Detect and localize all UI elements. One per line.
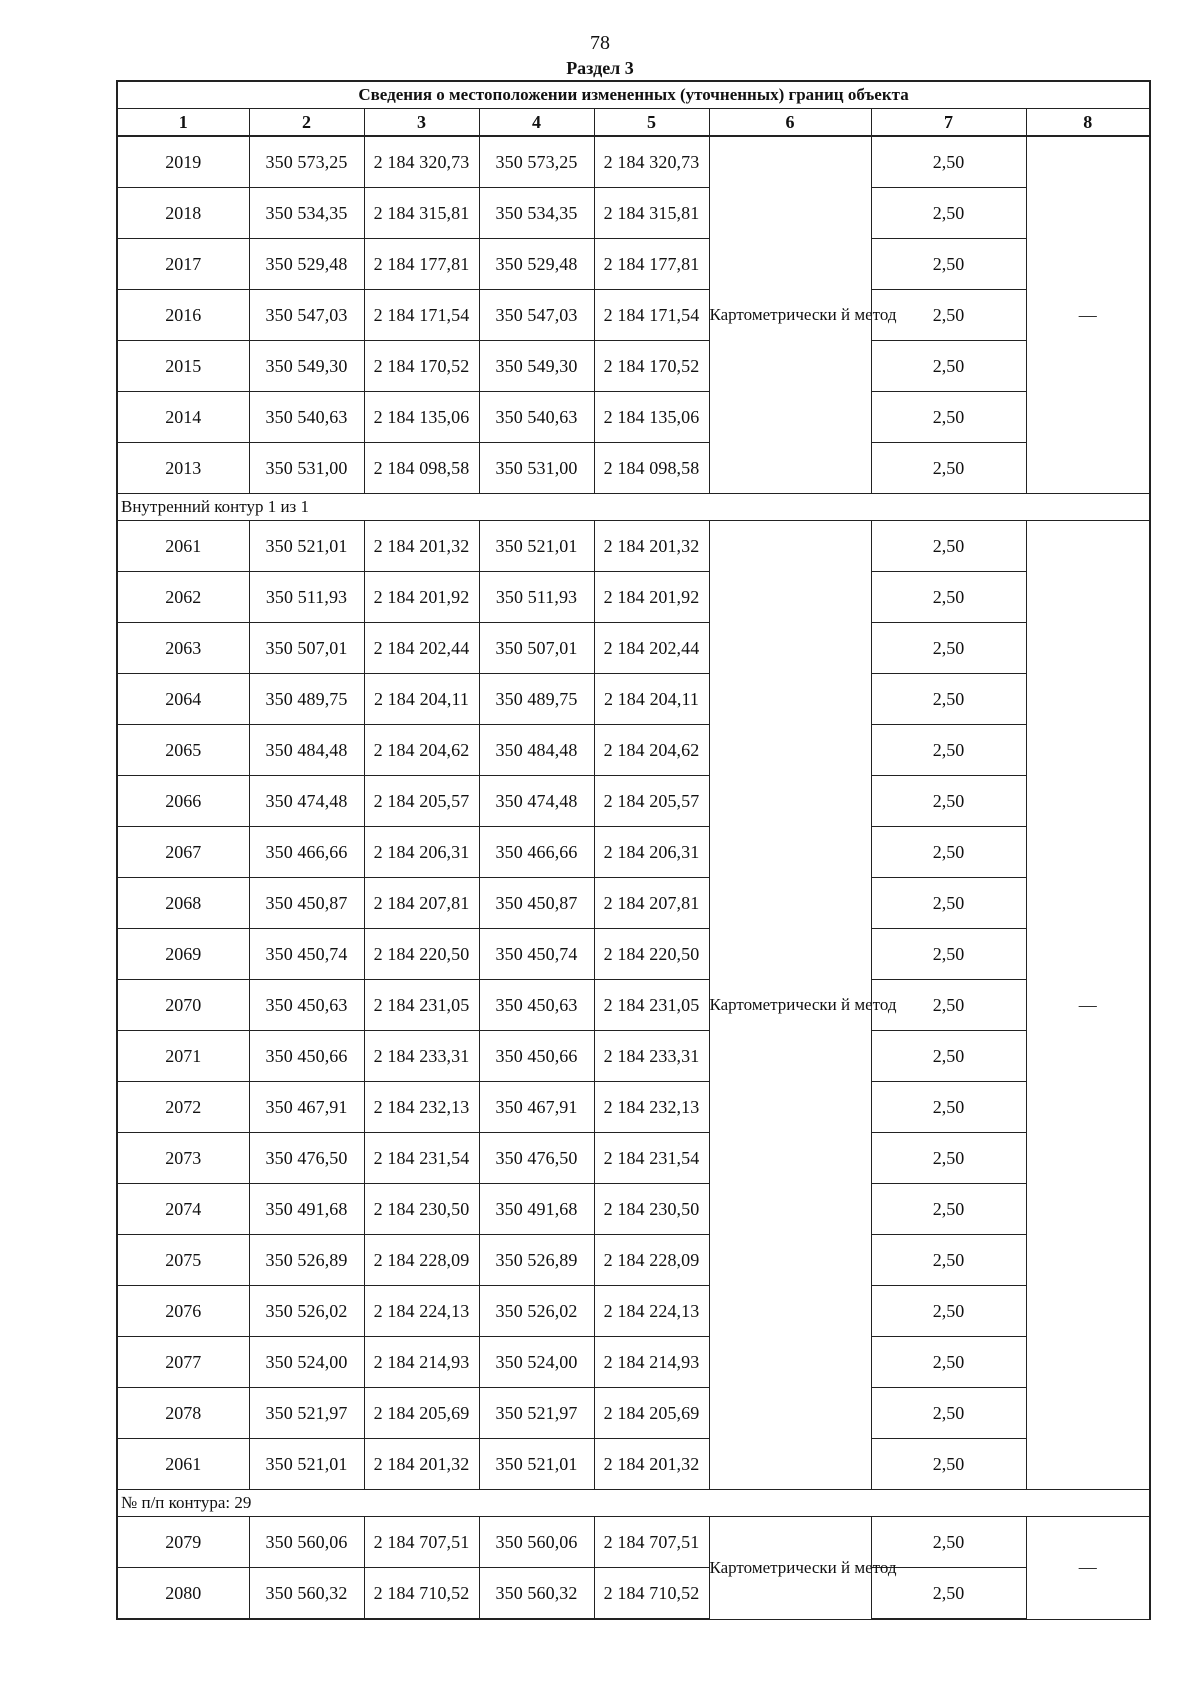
table-body [117,81,1150,1619]
column-header-row [117,109,1150,137]
existing-x-cell: 350 526,89 [249,1235,364,1286]
existing-x-cell: 350 467,91 [249,1082,364,1133]
refined-y-cell: 2 184 204,62 [594,725,709,776]
existing-x-cell: 350 521,01 [249,521,364,572]
refined-x-cell: 350 521,97 [479,1388,594,1439]
refined-x-cell: 350 573,25 [479,136,594,188]
table-row [117,725,1150,776]
refined-y-cell: 2 184 228,09 [594,1235,709,1286]
table-row [117,443,1150,494]
table-row [117,136,1150,188]
refined-y-cell: 2 184 710,52 [594,1568,709,1620]
point-number-cell: 2062 [117,572,249,623]
accuracy-cell: 2,50 [871,1517,1026,1568]
accuracy-cell: 2,50 [871,1337,1026,1388]
accuracy-cell: 2,50 [871,392,1026,443]
refined-y-cell: 2 184 232,13 [594,1082,709,1133]
point-number-cell: 2061 [117,1439,249,1490]
existing-x-cell: 350 491,68 [249,1184,364,1235]
existing-y-cell: 2 184 177,81 [364,239,479,290]
refined-y-cell: 2 184 220,50 [594,929,709,980]
point-number-cell: 2017 [117,239,249,290]
point-number-cell: 2070 [117,980,249,1031]
accuracy-cell: 2,50 [871,980,1026,1031]
table-row [117,1133,1150,1184]
table-row [117,1235,1150,1286]
refined-x-cell: 350 450,66 [479,1031,594,1082]
refined-x-cell: 350 450,63 [479,980,594,1031]
refined-y-cell: 2 184 230,50 [594,1184,709,1235]
refined-y-cell: 2 184 207,81 [594,878,709,929]
note-cell: — [1026,136,1150,494]
table-row [117,878,1150,929]
point-number-cell: 2061 [117,521,249,572]
table-row [117,776,1150,827]
point-number-cell: 2072 [117,1082,249,1133]
table-title: Сведения о местоположении измененных (уточненных) границ объекта [117,81,1150,109]
refined-x-cell: 350 450,74 [479,929,594,980]
refined-y-cell: 2 184 206,31 [594,827,709,878]
contour-label: № п/п контура: 29 [117,1490,1150,1517]
refined-x-cell: 350 526,89 [479,1235,594,1286]
refined-x-cell: 350 507,01 [479,623,594,674]
refined-x-cell: 350 484,48 [479,725,594,776]
existing-y-cell: 2 184 232,13 [364,1082,479,1133]
point-number-cell: 2065 [117,725,249,776]
refined-x-cell: 350 560,32 [479,1568,594,1620]
point-number-cell: 2068 [117,878,249,929]
existing-x-cell: 350 526,02 [249,1286,364,1337]
method-cell: Картометрически й метод [709,1517,871,1620]
existing-y-cell: 2 184 205,57 [364,776,479,827]
existing-y-cell: 2 184 207,81 [364,878,479,929]
existing-y-cell: 2 184 220,50 [364,929,479,980]
table-row [117,392,1150,443]
note-cell: — [1026,521,1150,1490]
existing-y-cell: 2 184 204,11 [364,674,479,725]
refined-x-cell: 350 526,02 [479,1286,594,1337]
table-row [117,1337,1150,1388]
refined-x-cell: 350 466,66 [479,827,594,878]
table-row [117,290,1150,341]
table-row [117,980,1150,1031]
column-header: 5 [594,109,709,137]
contour-label-row [117,1490,1150,1517]
accuracy-cell: 2,50 [871,239,1026,290]
refined-x-cell: 350 531,00 [479,443,594,494]
accuracy-cell: 2,50 [871,341,1026,392]
existing-x-cell: 350 521,01 [249,1439,364,1490]
accuracy-cell: 2,50 [871,1568,1026,1620]
point-number-cell: 2016 [117,290,249,341]
existing-x-cell: 350 489,75 [249,674,364,725]
table-row [117,827,1150,878]
refined-y-cell: 2 184 201,32 [594,1439,709,1490]
table-row [117,623,1150,674]
existing-y-cell: 2 184 231,54 [364,1133,479,1184]
existing-y-cell: 2 184 214,93 [364,1337,479,1388]
refined-y-cell: 2 184 098,58 [594,443,709,494]
refined-x-cell: 350 549,30 [479,341,594,392]
point-number-cell: 2063 [117,623,249,674]
existing-x-cell: 350 560,06 [249,1517,364,1568]
table-row [117,341,1150,392]
refined-y-cell: 2 184 320,73 [594,136,709,188]
existing-x-cell: 350 474,48 [249,776,364,827]
boundary-coordinates-table [116,80,1151,1620]
point-number-cell: 2079 [117,1517,249,1568]
existing-x-cell: 350 531,00 [249,443,364,494]
existing-y-cell: 2 184 201,92 [364,572,479,623]
accuracy-cell: 2,50 [871,929,1026,980]
existing-x-cell: 350 549,30 [249,341,364,392]
existing-x-cell: 350 466,66 [249,827,364,878]
accuracy-cell: 2,50 [871,1184,1026,1235]
existing-x-cell: 350 450,87 [249,878,364,929]
accuracy-cell: 2,50 [871,136,1026,188]
point-number-cell: 2076 [117,1286,249,1337]
existing-x-cell: 350 450,66 [249,1031,364,1082]
refined-x-cell: 350 476,50 [479,1133,594,1184]
refined-y-cell: 2 184 231,05 [594,980,709,1031]
existing-y-cell: 2 184 201,32 [364,521,479,572]
refined-y-cell: 2 184 231,54 [594,1133,709,1184]
existing-x-cell: 350 450,74 [249,929,364,980]
table-row [117,1184,1150,1235]
refined-y-cell: 2 184 214,93 [594,1337,709,1388]
accuracy-cell: 2,50 [871,1082,1026,1133]
accuracy-cell: 2,50 [871,1133,1026,1184]
column-header: 7 [871,109,1026,137]
accuracy-cell: 2,50 [871,290,1026,341]
refined-x-cell: 350 521,01 [479,521,594,572]
existing-y-cell: 2 184 098,58 [364,443,479,494]
page-number: 78 [590,32,610,54]
refined-x-cell: 350 560,06 [479,1517,594,1568]
existing-y-cell: 2 184 171,54 [364,290,479,341]
table-row [117,1031,1150,1082]
table-row [117,1517,1150,1568]
refined-x-cell: 350 450,87 [479,878,594,929]
existing-y-cell: 2 184 230,50 [364,1184,479,1235]
contour-label: Внутренний контур 1 из 1 [117,494,1150,521]
existing-x-cell: 350 573,25 [249,136,364,188]
refined-y-cell: 2 184 135,06 [594,392,709,443]
point-number-cell: 2077 [117,1337,249,1388]
existing-x-cell: 350 476,50 [249,1133,364,1184]
accuracy-cell: 2,50 [871,776,1026,827]
refined-x-cell: 350 474,48 [479,776,594,827]
accuracy-cell: 2,50 [871,1439,1026,1490]
point-number-cell: 2014 [117,392,249,443]
existing-x-cell: 350 560,32 [249,1568,364,1620]
existing-x-cell: 350 529,48 [249,239,364,290]
point-number-cell: 2064 [117,674,249,725]
table-row [117,521,1150,572]
note-cell: — [1026,1517,1150,1620]
existing-y-cell: 2 184 204,62 [364,725,479,776]
column-header: 4 [479,109,594,137]
existing-x-cell: 350 450,63 [249,980,364,1031]
point-number-cell: 2078 [117,1388,249,1439]
section-label: Раздел 3 [566,58,634,78]
point-number-cell: 2066 [117,776,249,827]
refined-y-cell: 2 184 201,32 [594,521,709,572]
method-cell: Картометрически й метод [709,521,871,1490]
table-row [117,1388,1150,1439]
existing-x-cell: 350 484,48 [249,725,364,776]
table-row [117,239,1150,290]
existing-y-cell: 2 184 710,52 [364,1568,479,1620]
existing-y-cell: 2 184 205,69 [364,1388,479,1439]
existing-y-cell: 2 184 201,32 [364,1439,479,1490]
point-number-cell: 2019 [117,136,249,188]
point-number-cell: 2018 [117,188,249,239]
refined-x-cell: 350 521,01 [479,1439,594,1490]
existing-y-cell: 2 184 202,44 [364,623,479,674]
point-number-cell: 2071 [117,1031,249,1082]
point-number-cell: 2015 [117,341,249,392]
refined-x-cell: 350 540,63 [479,392,594,443]
refined-y-cell: 2 184 224,13 [594,1286,709,1337]
existing-x-cell: 350 524,00 [249,1337,364,1388]
refined-y-cell: 2 184 202,44 [594,623,709,674]
existing-x-cell: 350 540,63 [249,392,364,443]
accuracy-cell: 2,50 [871,725,1026,776]
contour-label-row [117,494,1150,521]
table-row [117,1568,1150,1620]
column-header: 2 [249,109,364,137]
column-header: 6 [709,109,871,137]
table-row [117,1286,1150,1337]
refined-x-cell: 350 524,00 [479,1337,594,1388]
point-number-cell: 2069 [117,929,249,980]
table-row [117,674,1150,725]
refined-x-cell: 350 491,68 [479,1184,594,1235]
existing-x-cell: 350 534,35 [249,188,364,239]
table-row [117,929,1150,980]
refined-x-cell: 350 534,35 [479,188,594,239]
existing-x-cell: 350 521,97 [249,1388,364,1439]
accuracy-cell: 2,50 [871,623,1026,674]
accuracy-cell: 2,50 [871,188,1026,239]
accuracy-cell: 2,50 [871,878,1026,929]
refined-x-cell: 350 529,48 [479,239,594,290]
refined-y-cell: 2 184 315,81 [594,188,709,239]
point-number-cell: 2073 [117,1133,249,1184]
accuracy-cell: 2,50 [871,1235,1026,1286]
table-title-row [117,81,1150,109]
point-number-cell: 2074 [117,1184,249,1235]
accuracy-cell: 2,50 [871,572,1026,623]
existing-x-cell: 350 507,01 [249,623,364,674]
refined-y-cell: 2 184 201,92 [594,572,709,623]
table-row [117,572,1150,623]
existing-y-cell: 2 184 231,05 [364,980,479,1031]
accuracy-cell: 2,50 [871,1286,1026,1337]
existing-y-cell: 2 184 170,52 [364,341,479,392]
accuracy-cell: 2,50 [871,827,1026,878]
refined-y-cell: 2 184 233,31 [594,1031,709,1082]
table-row [117,1082,1150,1133]
refined-y-cell: 2 184 205,69 [594,1388,709,1439]
refined-x-cell: 350 547,03 [479,290,594,341]
method-cell: Картометрически й метод [709,136,871,494]
existing-y-cell: 2 184 135,06 [364,392,479,443]
refined-y-cell: 2 184 171,54 [594,290,709,341]
column-header: 3 [364,109,479,137]
existing-y-cell: 2 184 233,31 [364,1031,479,1082]
existing-y-cell: 2 184 206,31 [364,827,479,878]
column-header: 1 [117,109,249,137]
refined-x-cell: 350 489,75 [479,674,594,725]
refined-x-cell: 350 511,93 [479,572,594,623]
table-row [117,188,1150,239]
existing-y-cell: 2 184 228,09 [364,1235,479,1286]
refined-y-cell: 2 184 177,81 [594,239,709,290]
refined-x-cell: 350 467,91 [479,1082,594,1133]
existing-y-cell: 2 184 315,81 [364,188,479,239]
existing-y-cell: 2 184 707,51 [364,1517,479,1568]
point-number-cell: 2075 [117,1235,249,1286]
point-number-cell: 2013 [117,443,249,494]
accuracy-cell: 2,50 [871,1388,1026,1439]
existing-x-cell: 350 547,03 [249,290,364,341]
existing-y-cell: 2 184 320,73 [364,136,479,188]
refined-y-cell: 2 184 170,52 [594,341,709,392]
accuracy-cell: 2,50 [871,521,1026,572]
column-header: 8 [1026,109,1150,137]
point-number-cell: 2067 [117,827,249,878]
table-row [117,1439,1150,1490]
refined-y-cell: 2 184 204,11 [594,674,709,725]
point-number-cell: 2080 [117,1568,249,1620]
existing-y-cell: 2 184 224,13 [364,1286,479,1337]
accuracy-cell: 2,50 [871,443,1026,494]
accuracy-cell: 2,50 [871,1031,1026,1082]
accuracy-cell: 2,50 [871,674,1026,725]
refined-y-cell: 2 184 707,51 [594,1517,709,1568]
refined-y-cell: 2 184 205,57 [594,776,709,827]
existing-x-cell: 350 511,93 [249,572,364,623]
